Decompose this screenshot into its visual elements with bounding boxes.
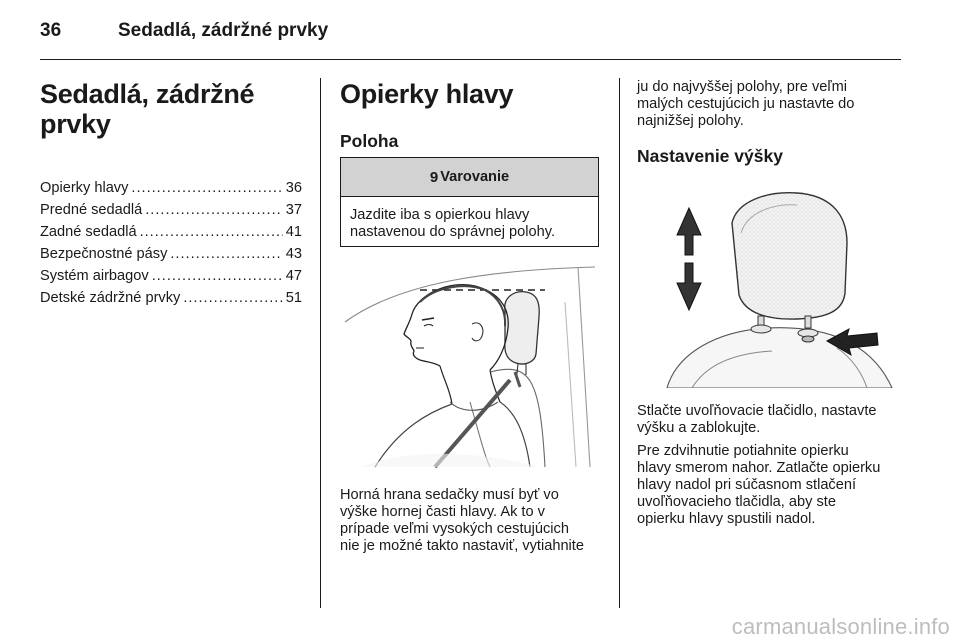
- position-description-continued: [637, 79, 854, 130]
- text-line: výške hornej časti hlavy. Ak to v: [340, 504, 545, 520]
- toc-leader: [170, 243, 282, 265]
- warning-line: nastavenou do správnej polohy.: [350, 224, 555, 240]
- text-line: nie je možné takto nastaviť, vytiahnite: [340, 538, 584, 554]
- warning-line: Jazdite iba s opierkou hlavy: [350, 207, 530, 223]
- column-divider-right: [619, 78, 620, 608]
- toc-item[interactable]: [40, 177, 302, 199]
- toc-leader: [145, 199, 283, 221]
- warning-text: [341, 197, 598, 241]
- toc-label: Predné sedadlá: [40, 202, 143, 218]
- chapter-heading-line2: prvky: [40, 109, 111, 139]
- chapter-heading-line1: Sedadlá, zádržné: [40, 79, 255, 109]
- driver-headrest-illustration: [340, 262, 600, 472]
- headrest-adjustment-illustration: [637, 183, 900, 388]
- toc-page: 43: [285, 246, 302, 262]
- toc-label: Detské zádržné prvky: [40, 290, 181, 306]
- toc-page: 47: [285, 268, 302, 284]
- subheading-position: Poloha: [340, 131, 399, 151]
- toc-item[interactable]: [40, 243, 302, 265]
- adjustment-details: [637, 443, 880, 528]
- text-line: uvoľňovacieho tlačidla, aby ste: [637, 494, 836, 510]
- toc-label: Bezpečnostné pásy: [40, 246, 168, 262]
- toc-leader: [183, 287, 282, 309]
- toc-leader: [131, 177, 282, 199]
- table-of-contents: [40, 177, 302, 309]
- chapter-heading: [40, 79, 254, 139]
- toc-leader: [140, 221, 283, 243]
- position-description: [340, 487, 584, 555]
- page-number: 36: [40, 20, 62, 41]
- text-line: hlavy nadol pri súčasnom stlačení: [637, 477, 857, 493]
- toc-leader: [152, 265, 283, 287]
- running-header-title: Sedadlá, zádržné prvky: [118, 20, 329, 41]
- toc-page: 51: [285, 290, 302, 306]
- toc-page: 37: [285, 202, 302, 218]
- text-line: Pre zdvihnutie potiahnite opierku: [637, 443, 849, 459]
- section-heading: Opierky hlavy: [340, 79, 514, 109]
- warning-header: [341, 158, 598, 197]
- toc-item[interactable]: [40, 199, 302, 221]
- text-line: najnižšej polohy.: [637, 113, 744, 129]
- toc-label: Systém airbagov: [40, 268, 149, 284]
- text-line: výšku a zablokujte.: [637, 420, 761, 436]
- text-line: ju do najvyššej polohy, pre veľmi: [637, 79, 848, 95]
- warning-triangle-icon: 9: [429, 168, 439, 186]
- warning-title: Varovanie: [440, 169, 510, 185]
- toc-label: Zadné sedadlá: [40, 224, 137, 240]
- text-line: hlavy smerom nahor. Zatlačte opierku: [637, 460, 881, 476]
- text-line: prípade veľmi vysokých cestujúcich: [340, 521, 569, 537]
- text-line: Stlačte uvoľňovacie tlačidlo, nastavte: [637, 403, 877, 419]
- toc-item[interactable]: [40, 265, 302, 287]
- subheading-height-adjustment: Nastavenie výšky: [637, 146, 783, 166]
- toc-item[interactable]: [40, 287, 302, 309]
- toc-item[interactable]: [40, 221, 302, 243]
- toc-label: Opierky hlavy: [40, 180, 129, 196]
- toc-page: 36: [285, 180, 302, 196]
- adjustment-instruction: [637, 403, 877, 437]
- toc-page: 41: [285, 224, 302, 240]
- column-divider-left: [320, 78, 321, 608]
- text-line: Horná hrana sedačky musí byť vo: [340, 487, 559, 503]
- text-line: malých cestujúcich ju nastavte do: [637, 96, 855, 112]
- warning-box: [340, 157, 599, 247]
- watermark: carmanualsonline.info: [731, 614, 950, 639]
- text-line: opierku hlavy spustili nadol.: [637, 511, 816, 527]
- header-rule: [40, 59, 901, 60]
